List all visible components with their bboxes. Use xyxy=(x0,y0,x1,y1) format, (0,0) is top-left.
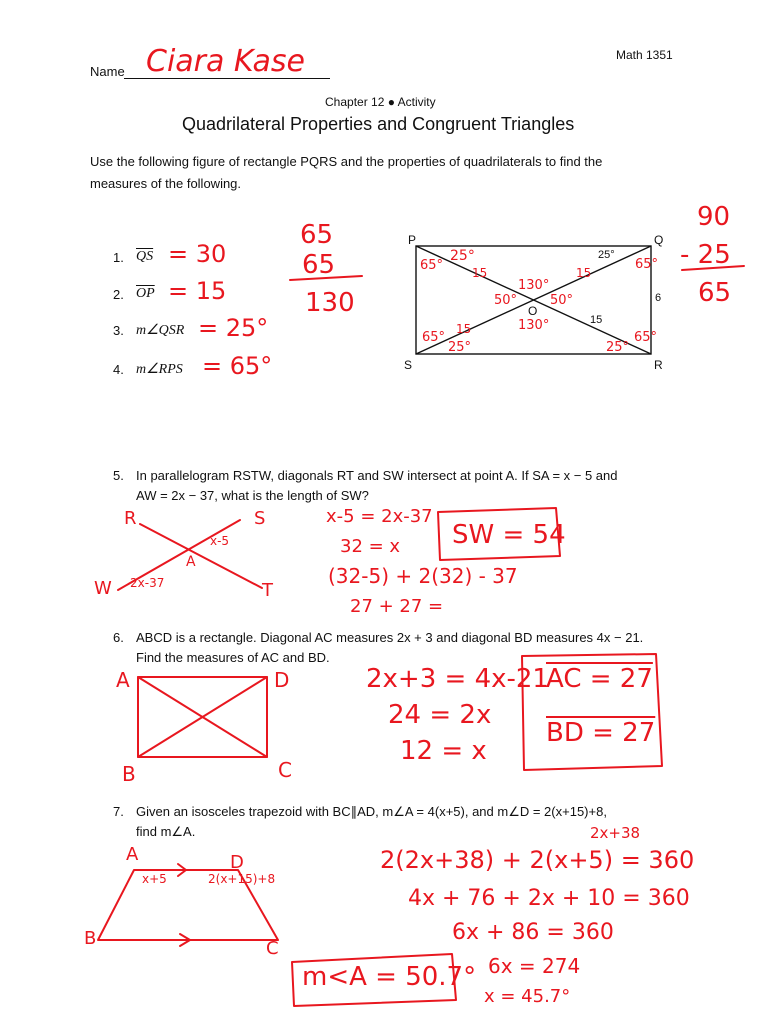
ann-p-outer: 65° xyxy=(420,258,444,273)
q5-number: 5. xyxy=(113,468,124,483)
q3-answer: = 25° xyxy=(198,314,269,342)
q7-line-2: find m∠A. xyxy=(136,824,196,839)
ann-o-right: 50° xyxy=(550,293,574,308)
q6-work-1: 2x+3 = 4x-21 xyxy=(366,664,549,694)
ann-o-top: 130° xyxy=(518,278,550,293)
q6-answer-ac: AC = 27 xyxy=(546,664,653,694)
q2-number: 2. xyxy=(113,287,124,302)
vertex-o: O xyxy=(528,304,538,318)
ann-r-inner: 25° xyxy=(606,340,630,355)
q5-fig-a: A xyxy=(186,554,196,570)
q6-number: 6. xyxy=(113,630,124,645)
work-mid-3: 130 xyxy=(305,288,355,318)
ann-r-outer: 65° xyxy=(634,330,658,345)
q7-answer: m<A = 50.7° xyxy=(302,962,477,992)
q7-line-1: Given an isosceles trapezoid with BC∥AD, m∠A = 4(x+5), and m∠D = 2(x+15)+8, xyxy=(136,804,607,819)
course-label: Math 1351 xyxy=(616,48,673,62)
q5-fig-r: R xyxy=(124,508,137,529)
q5-work-3: (32-5) + 2(32) - 37 xyxy=(328,564,518,588)
q7-work-1: 2(2x+38) + 2(x+5) = 360 xyxy=(380,846,695,874)
student-name: Ciara Kase xyxy=(146,44,305,79)
vertex-s: S xyxy=(404,358,413,372)
q7-fig-d: D xyxy=(230,852,244,873)
intro-line-2: measures of the following. xyxy=(90,176,242,191)
q5-fig-aw: 2x-37 xyxy=(130,576,165,590)
q5-work-1: x-5 = 2x-37 xyxy=(326,506,433,527)
ann-s-outer: 65° xyxy=(422,330,446,345)
q6-fig-d: D xyxy=(274,668,290,692)
printed-angle-q: 25° xyxy=(598,249,615,261)
vertex-p: P xyxy=(408,233,417,247)
chapter-label: Chapter 12 ● Activity xyxy=(325,95,436,109)
printed-side-qr: 6 xyxy=(655,292,662,304)
q1-label: $\overline{QS}$ xyxy=(136,249,154,264)
q2-answer: = 15 xyxy=(168,277,227,305)
q5-fig-t: T xyxy=(262,580,273,601)
q6-fig-a: A xyxy=(116,668,130,692)
q5-fig-sa: x-5 xyxy=(210,534,230,548)
vertex-q: Q xyxy=(654,233,664,247)
q4-answer: = 65° xyxy=(202,352,273,380)
q1-answer: = 30 xyxy=(168,240,227,268)
q5-answer: SW = 54 xyxy=(452,520,566,550)
ann-o-left: 50° xyxy=(494,293,518,308)
ann-q-outer: 65° xyxy=(635,257,659,272)
q5-line-1: In parallelogram RSTW, diagonals RT and SW intersect at point A. If SA = x − 5 and xyxy=(136,468,618,483)
q7-fig-angle-d: 2(x+15)+8 xyxy=(208,872,276,886)
q4-label: m∠RPS xyxy=(136,362,183,377)
q3-label: m∠QSR xyxy=(136,323,185,338)
q5-fig-s: S xyxy=(254,508,266,529)
q6-line-1: ABCD is a rectangle. Diagonal AC measures 2x + 3 and diagonal BD measures 4x − 21. xyxy=(136,630,644,645)
q7-work-2: 4x + 76 + 2x + 10 = 360 xyxy=(408,886,690,911)
q7-work-4: 6x = 274 xyxy=(488,954,581,978)
ann-o-bottom: 130° xyxy=(518,318,550,333)
q5-work-2: 32 = x xyxy=(340,536,401,557)
ann-s-seg: 15 xyxy=(456,322,472,336)
work-right-1: 90 xyxy=(697,202,731,232)
q4-number: 4. xyxy=(113,362,124,377)
q2-label: $\overline{OP}$ xyxy=(136,286,155,301)
q6-line-2: Find the measures of AC and BD. xyxy=(136,650,330,665)
q7-fig-b: B xyxy=(84,928,97,949)
q5-fig-w: W xyxy=(94,578,112,599)
q5-line-2: AW = 2x − 37, what is the length of SW? xyxy=(136,488,369,503)
q7-note: 2x+38 xyxy=(590,824,641,842)
work-mid-2: 65 xyxy=(302,250,336,280)
work-mid-1: 65 xyxy=(300,220,334,250)
work-right-rule xyxy=(682,266,744,270)
q5-work-4: 27 + 27 = xyxy=(350,596,444,617)
q6-fig-b: B xyxy=(122,762,136,786)
q6-answer-bd: BD = 27 xyxy=(546,718,656,748)
q6-work-3: 12 = x xyxy=(400,736,487,766)
q7-fig-c: C xyxy=(266,938,279,959)
name-label: Name xyxy=(90,64,125,79)
work-mid-rule xyxy=(290,276,362,280)
q3-number: 3. xyxy=(113,323,124,338)
ann-p-seg: 15 xyxy=(472,266,488,280)
q7-work-3: 6x + 86 = 360 xyxy=(452,920,614,945)
q7-fig-a: A xyxy=(126,844,139,865)
work-right-3: 65 xyxy=(698,278,732,308)
q1-number: 1. xyxy=(113,250,124,265)
work-right-2: - 25 xyxy=(680,240,731,270)
q7-number: 7. xyxy=(113,804,124,819)
printed-segment-or: 15 xyxy=(590,314,603,326)
q6-work-2: 24 = 2x xyxy=(388,700,492,730)
q7-work-5: x = 45.7° xyxy=(484,986,571,1007)
q7-fig-angle-a: x+5 xyxy=(142,872,167,886)
page-title: Quadrilateral Properties and Congruent Triangles xyxy=(182,114,575,134)
q6-fig-c: C xyxy=(278,758,292,782)
ann-p-inner: 25° xyxy=(450,248,475,264)
ann-q-inner: 15 xyxy=(576,266,592,280)
intro-line-1: Use the following figure of rectangle PQRS and the properties of quadrilaterals to find the xyxy=(90,154,603,169)
vertex-r: R xyxy=(654,358,663,372)
ann-s-inner: 25° xyxy=(448,340,472,355)
